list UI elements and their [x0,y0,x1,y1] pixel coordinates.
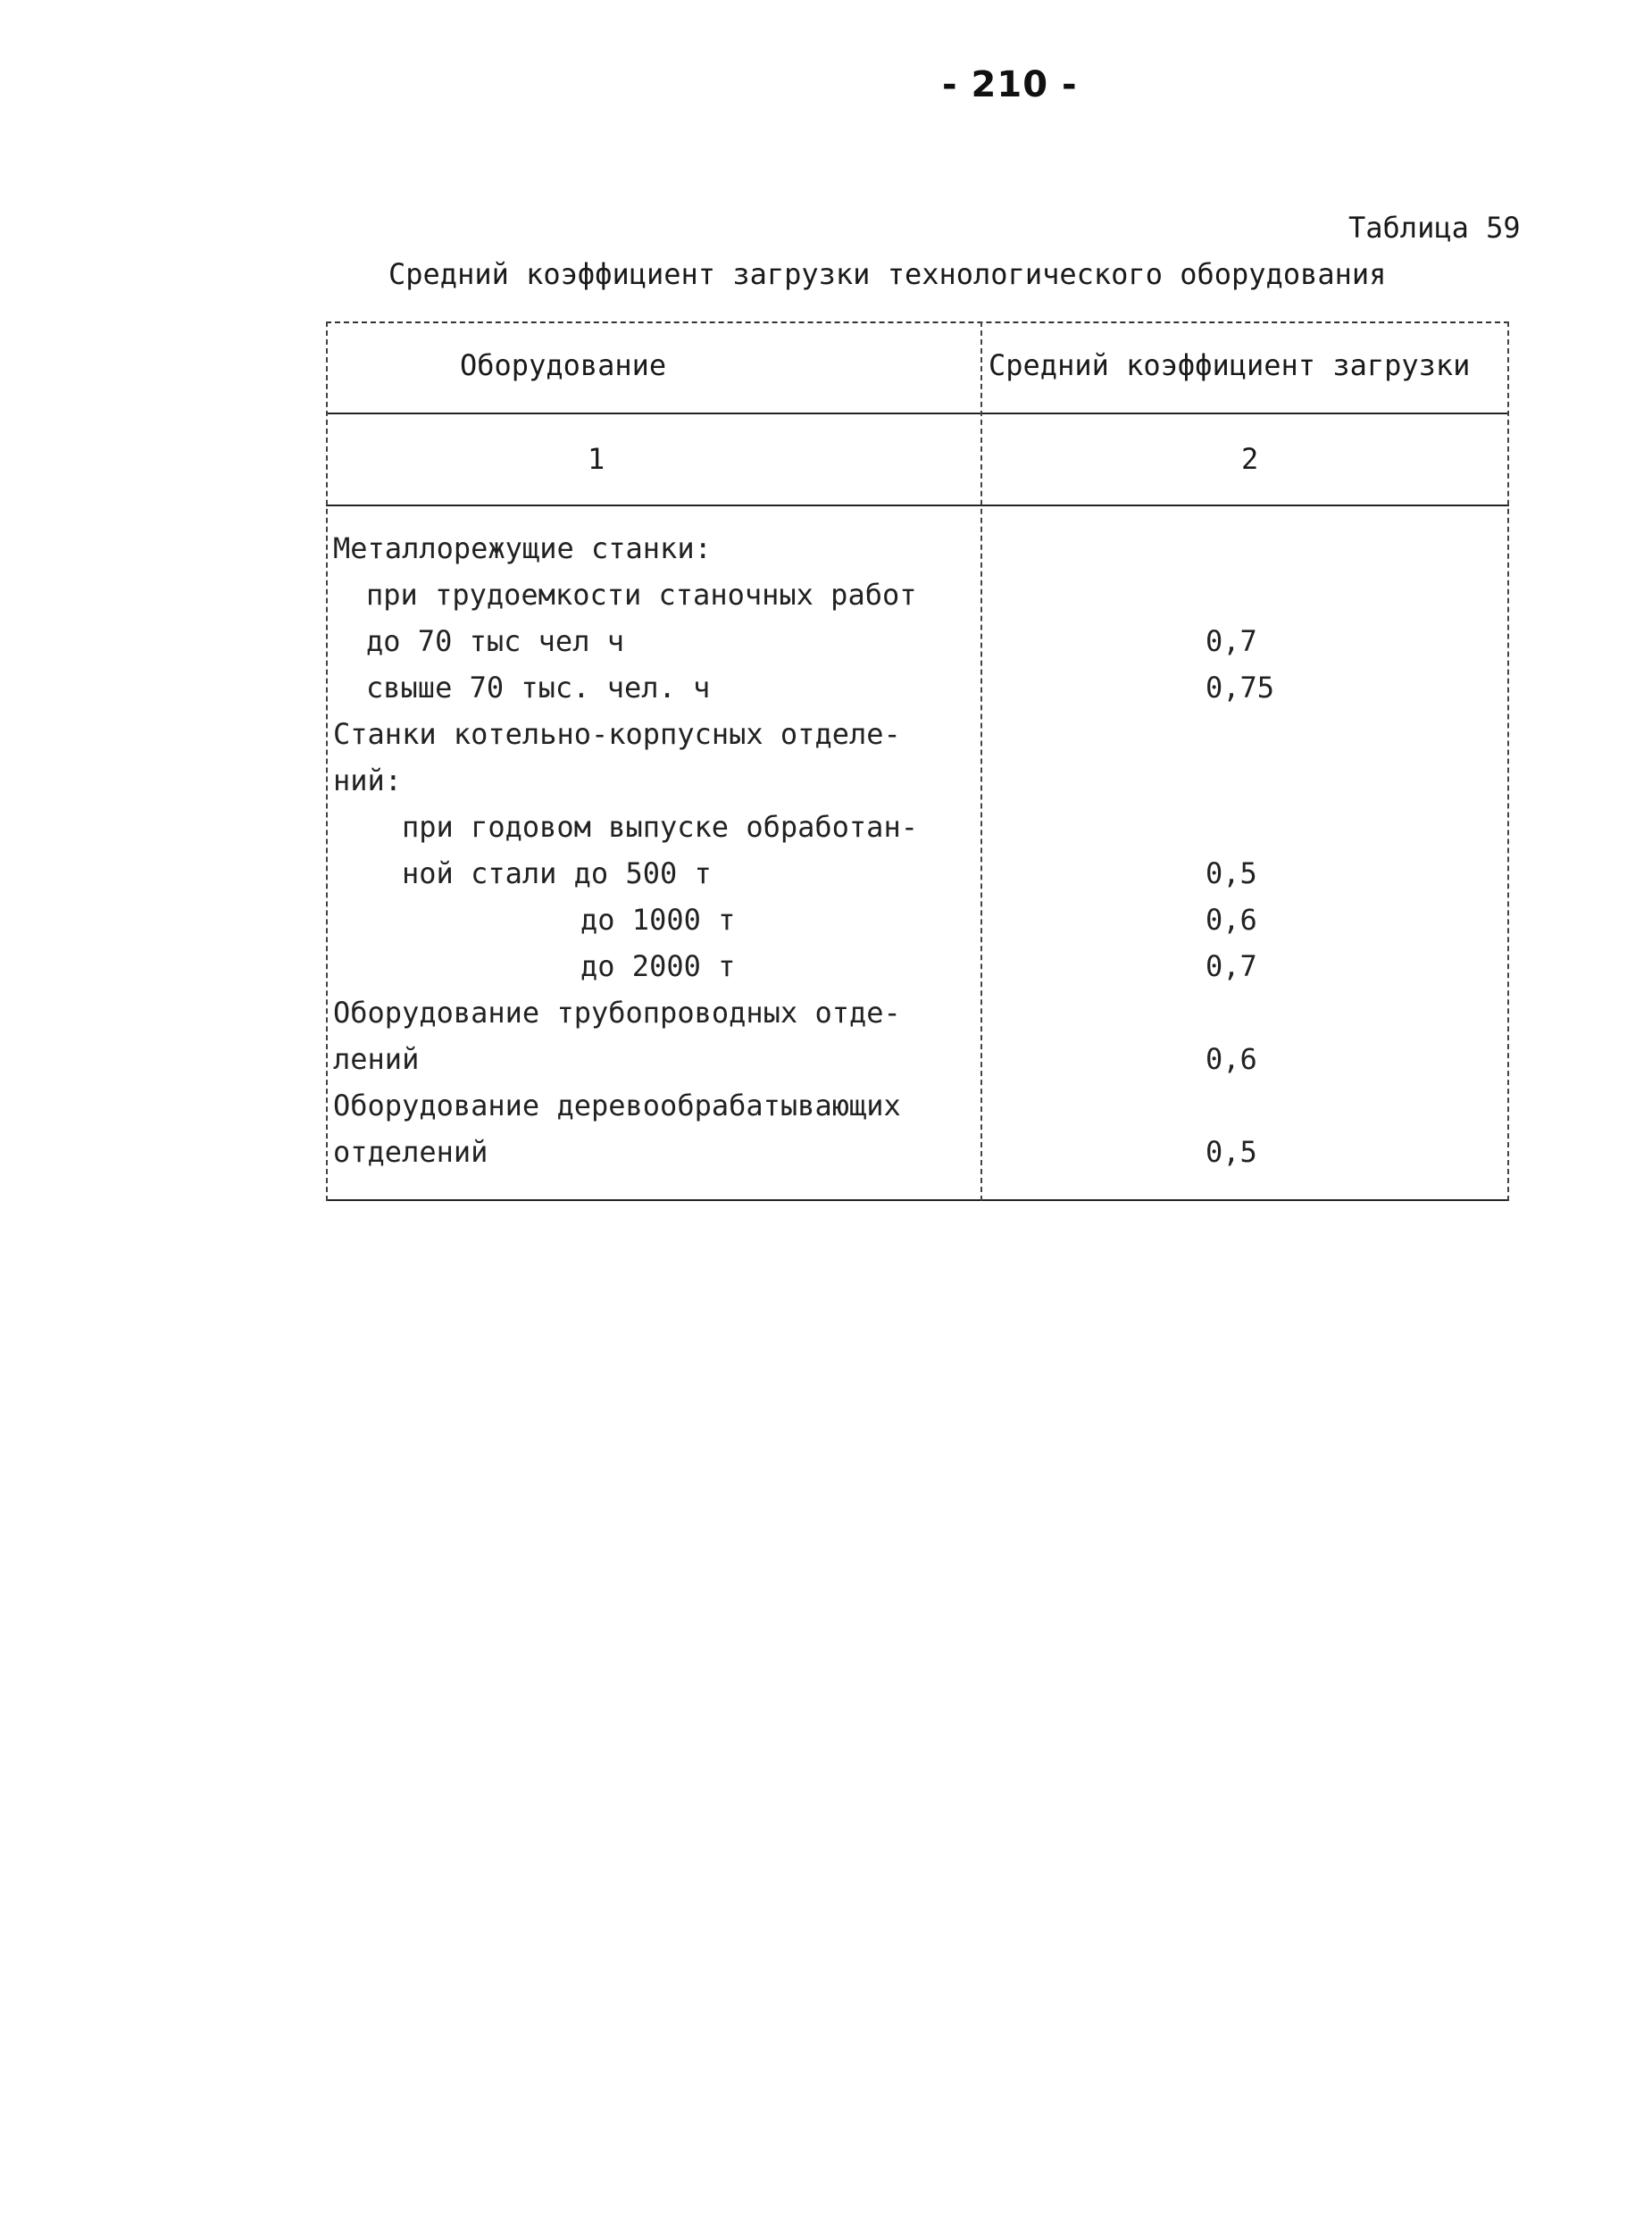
row-value: 0,5 [1206,856,1257,890]
row-text: при годовом выпуске обработан- [402,810,918,844]
row-text: до 1000 т [580,903,736,937]
row-text: ний: [333,763,403,797]
table-left-border [326,321,328,1201]
row-value: 0,7 [1206,624,1257,658]
column-number-separator [326,505,1509,506]
row-value: 0,7 [1206,949,1257,983]
column-number-1: 1 [588,442,605,476]
row-value: 0,75 [1206,671,1275,705]
page-number: - 210 - [942,64,1078,105]
table-right-border [1507,321,1509,1201]
row-value: 0,5 [1206,1135,1257,1169]
table-label: Таблица 59 [1348,211,1521,245]
row-text: лений [333,1042,420,1076]
equipment-load-table [326,321,1509,1201]
row-text: свыше 70 тыс. чел. ч [366,671,711,705]
column-divider [980,321,982,1201]
row-value: 0,6 [1206,1042,1257,1076]
row-text: до 2000 т [580,949,736,983]
row-text: Оборудование деревообрабатывающих [333,1089,901,1122]
row-text: Станки котельно-корпусных отделе- [333,717,901,751]
row-text: до 70 тыс чел ч [366,624,624,658]
row-value: 0,6 [1206,903,1257,937]
table-bottom-border [326,1199,1509,1201]
table-top-border [326,321,1509,323]
row-text: Металлорежущие станки: [333,531,712,565]
column-header-load-factor: Средний коэффициент загрузки [989,348,1471,382]
header-separator [326,413,1509,414]
column-number-2: 2 [1241,442,1259,476]
row-text: при трудоемкости станочных работ [366,578,917,612]
column-header-equipment: Оборудование [460,348,667,382]
row-text: отделений [333,1135,488,1169]
row-text: Оборудование трубопроводных отде- [333,996,901,1030]
table-title: Средний коэффициент загрузки технологического оборудования [388,257,1387,291]
row-text: ной стали до 500 т [402,856,712,890]
